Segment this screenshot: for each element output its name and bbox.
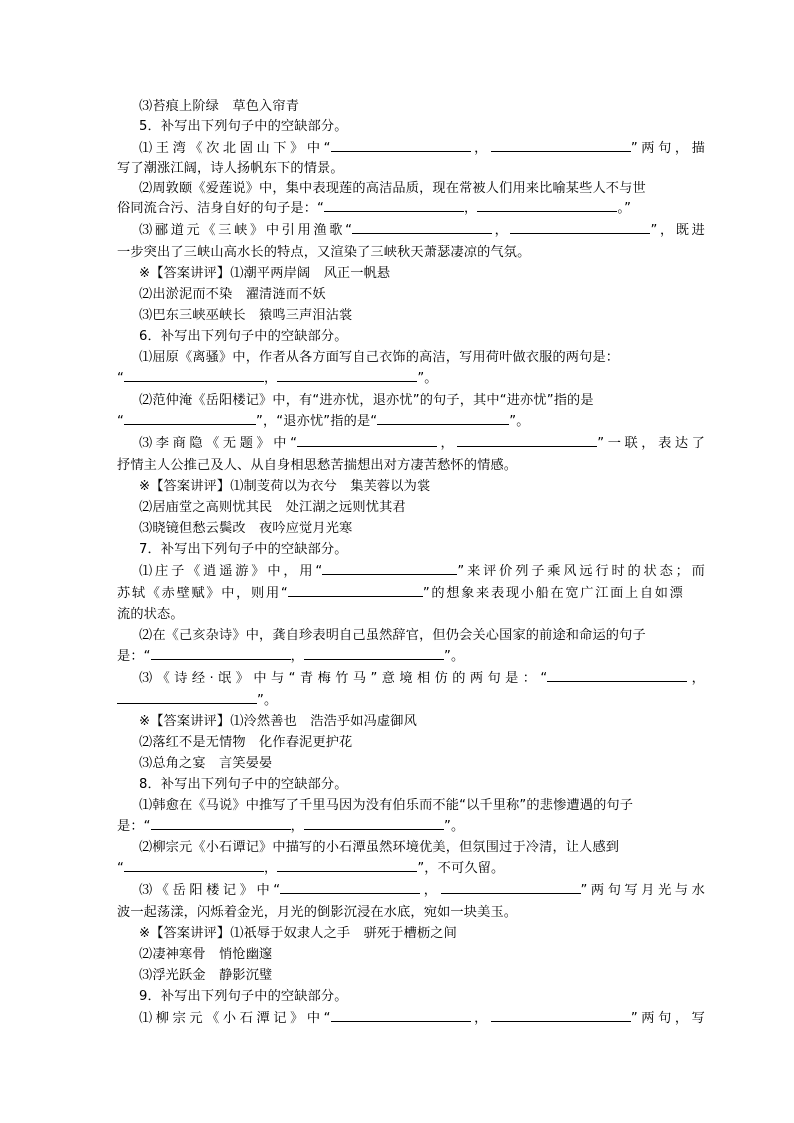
question-line: 是：“ ， ”。	[117, 649, 465, 664]
answer-line: ⑶浮光跃金 静影沉璧	[139, 968, 273, 983]
fill-blank[interactable]	[331, 139, 471, 152]
question-line: ⑴韩愈在《马说》中推写了千里马因为没有伯乐而不能“以千里称”的悲惨遭遇的句子	[139, 798, 634, 813]
question-line: ⑴柳宗元《小石潭记》中“ ， ”两句，写	[139, 1011, 705, 1026]
answer-line: ⑶苔痕上阶绿 草色入帘青	[139, 99, 300, 114]
fill-blank[interactable]	[124, 412, 256, 425]
question-line: ⑵周敦颐《爱莲说》中，集中表现莲的高洁品质，现在常被人们用来比喻某些人不与世	[139, 181, 646, 196]
question-line: 流的状态。	[117, 607, 184, 622]
fill-blank[interactable]	[491, 1009, 631, 1022]
fill-blank[interactable]	[117, 691, 257, 704]
fill-blank[interactable]	[280, 881, 420, 894]
question-line: 一步突出了三峡山高水长的特点，又渲染了三峡秋天萧瑟凄凉的气氛。	[117, 245, 531, 260]
question-heading-9: 9．补写出下列句子中的空缺部分。	[139, 989, 348, 1004]
fill-blank[interactable]	[441, 881, 581, 894]
fill-blank[interactable]	[324, 199, 464, 212]
question-line: “ ”，“退亦忧”指的是“ ”。	[117, 414, 530, 429]
question-line: 是：“ ， ”。	[117, 819, 465, 834]
question-line: ”。	[117, 691, 683, 711]
question-line: ⑶李商隐《无题》中“ ， ”一联，表达了	[139, 436, 705, 451]
question-line: 波一起荡漾，闪烁着金光，月光的倒影沉浸在水底，宛如一块美玉。	[117, 905, 518, 920]
question-line: ⑴庄子《逍遥游》中，用“ ”来评价列子乘风远行时的状态；而	[139, 564, 705, 579]
fill-blank[interactable]	[547, 669, 687, 682]
fill-blank[interactable]	[377, 412, 509, 425]
fill-blank[interactable]	[304, 647, 444, 660]
fill-blank[interactable]	[277, 859, 417, 872]
answer-key: ※【答案讲评】⑴泠然善也 浩浩乎如冯虚御风	[139, 714, 417, 729]
fill-blank[interactable]	[124, 369, 264, 382]
fill-blank[interactable]	[457, 434, 597, 447]
question-heading-5: 5．补写出下列句子中的空缺部分。	[139, 119, 348, 134]
answer-key: ※【答案讲评】⑴制芰荷以为衣兮 集芙蓉以为裳	[139, 479, 431, 494]
fill-blank[interactable]	[151, 817, 291, 830]
fill-blank[interactable]	[491, 139, 631, 152]
fill-blank[interactable]	[322, 562, 457, 575]
question-heading-8: 8．补写出下列句子中的空缺部分。	[139, 777, 348, 792]
answer-line: ⑵居庙堂之高则忧其民 处江湖之远则忧其君	[139, 500, 406, 515]
question-line: 抒情主人公推己及人、从自身相思愁苦揣想出对方凄苦愁怀的情感。	[117, 458, 518, 473]
answer-line: ⑵出淤泥而不染 濯清涟而不妖	[139, 287, 326, 302]
answer-key: ※【答案讲评】⑴祇辱于奴隶人之手 骈死于槽枥之间	[139, 926, 457, 941]
question-line: ⑴王湾《次北固山下》中“ ， ”两句，描	[139, 141, 705, 156]
question-line: ⑵柳宗元《小石谭记》中描写的小石潭虽然环境优美，但氛围过于冷清，让人感到	[139, 840, 620, 855]
fill-blank[interactable]	[124, 859, 264, 872]
question-line: 苏轼《赤壁赋》中，则用“ ”的想象来表现小船在宽广江面上自如漂	[117, 586, 684, 601]
question-line: ⑶《岳阳楼记》中“ ， ”两句写月光与水	[139, 883, 705, 898]
question-line: “ ， ”，不可久留。	[117, 861, 505, 876]
fill-blank[interactable]	[288, 584, 423, 597]
question-heading-6: 6．补写出下列句子中的空缺部分。	[139, 329, 348, 344]
question-line: ⑵在《己亥杂诗》中，龚自珍表明自己虽然辞官，但仍会关心国家的前途和命运的句子	[139, 628, 646, 643]
fill-blank[interactable]	[304, 817, 444, 830]
fill-blank[interactable]	[331, 1009, 471, 1022]
answer-line: ⑵凄神寒骨 悄怆幽邃	[139, 947, 273, 962]
answer-key: ※【答案讲评】⑴潮平两岸阔 风正一帆悬	[139, 266, 391, 281]
fill-blank[interactable]	[352, 221, 492, 234]
answer-line: ⑶巴东三峡巫峡长 猿鸣三声泪沾裳	[139, 308, 353, 323]
fill-blank[interactable]	[151, 647, 291, 660]
fill-blank[interactable]	[277, 369, 417, 382]
question-line: ⑵范仲淹《岳阳楼记》中，有“进亦忧，退亦忧”的句子，其中“进亦忧”指的是	[139, 393, 594, 408]
question-line: ⑶《诗经·氓》中与“青梅竹马”意境相仿的两句是：“ ，	[139, 671, 706, 686]
fill-blank[interactable]	[510, 221, 650, 234]
question-heading-7: 7．补写出下列句子中的空缺部分。	[139, 542, 348, 557]
answer-line: ⑶总角之宴 言笑晏晏	[139, 756, 273, 771]
fill-blank[interactable]	[477, 199, 617, 212]
question-line: 写了潮涨江阔，诗人扬帆东下的情景。	[117, 161, 344, 176]
question-line: 俗同流合污、洁身自好的句子是：“ ， 。”	[117, 201, 632, 216]
answer-line: ⑶晓镜但愁云鬓改 夜吟应觉月光寒	[139, 521, 353, 536]
answer-line: ⑵落红不是无情物 化作春泥更护花	[139, 735, 353, 750]
question-line: “ ， ”。	[117, 371, 438, 386]
fill-blank[interactable]	[297, 434, 437, 447]
question-line: ⑴屈原《离骚》中，作者从各方面写自己衣饰的高洁，写用荷叶做衣服的两句是：	[139, 350, 620, 365]
question-line: ⑶郦道元《三峡》中引用渔歌“ ， ”，既进	[139, 223, 705, 238]
